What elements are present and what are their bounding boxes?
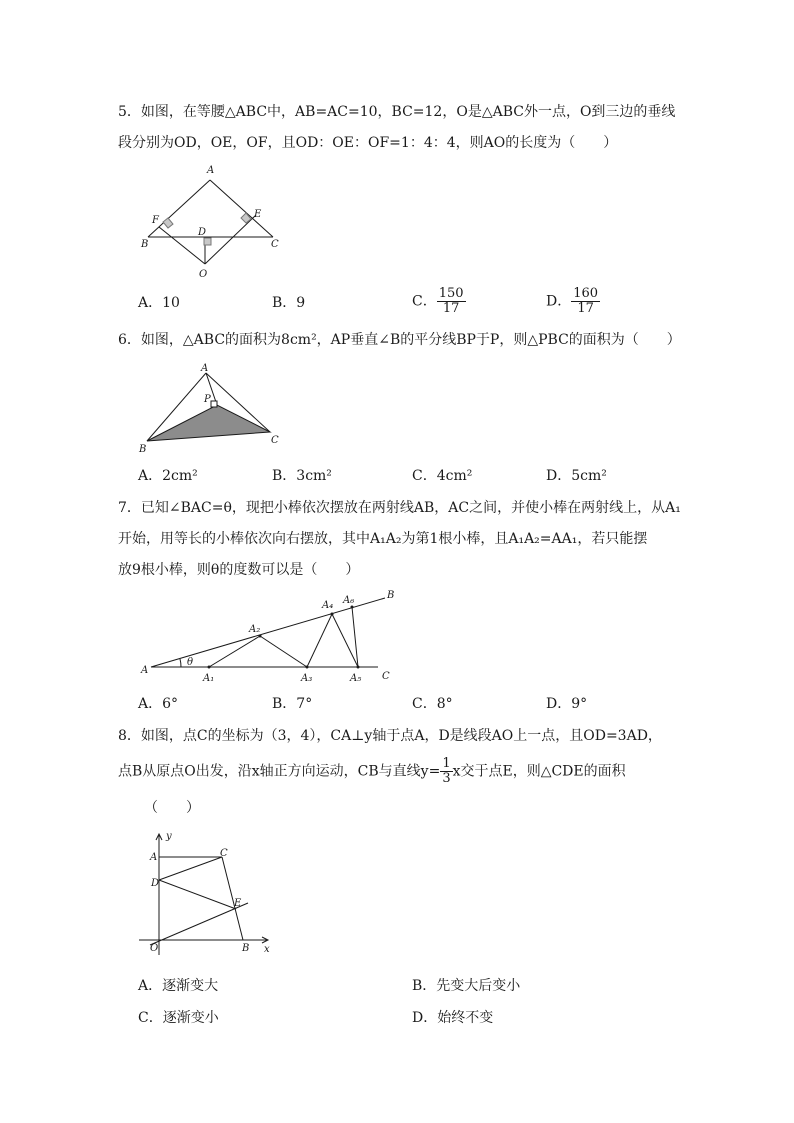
- q8-option-c[interactable]: C．逐渐变小: [138, 1010, 219, 1026]
- q6-label-p: P: [204, 394, 211, 405]
- q7-label-a3: A₃: [301, 673, 313, 684]
- q8-label-a: A: [150, 852, 158, 863]
- q8-text-line2-part2: x交于点E，则△CDE的面积: [452, 763, 626, 780]
- q6-option-d[interactable]: D．5cm²: [546, 468, 607, 484]
- q5-label-e: E: [254, 209, 262, 220]
- q5-text-line1: 5．如图，在等腰△ABC中，AB=AC=10，BC=12，O是△ABC外一点，O到三边的垂线: [118, 104, 676, 120]
- q7-text-line1: 7．已知∠BAC=θ，现把小棒依次摆放在两射线AB，AC之间，并使小棒在两射线上，从A₁: [118, 500, 681, 516]
- q7-option-c[interactable]: C．8°: [412, 696, 453, 712]
- q7-label-a4: A₄: [322, 600, 334, 611]
- q8-text-line2-part1: 点B从原点O出发，沿x轴正方向运动，CB与直线y=: [118, 763, 441, 780]
- q7-label-a: A: [141, 665, 149, 676]
- q8-label-c: C: [220, 848, 228, 859]
- q5-option-d-numerator: 160: [573, 286, 599, 301]
- q7-label-a6: A₆: [343, 595, 355, 606]
- q8-label-e: E: [234, 898, 242, 909]
- q5-option-c-numerator: 150: [438, 286, 464, 301]
- q5-option-d-denominator: 17: [577, 301, 594, 316]
- q5-option-c-prefix: C．: [412, 293, 437, 310]
- q5-option-b[interactable]: B．9: [272, 295, 306, 311]
- q7-option-b[interactable]: B．7°: [272, 696, 313, 712]
- q8-label-b: B: [242, 943, 250, 954]
- q7-label-b: B: [387, 590, 395, 601]
- q7-option-d[interactable]: D．9°: [546, 696, 588, 712]
- q8-label-o: O: [150, 943, 159, 954]
- q6-label-a: A: [201, 363, 209, 374]
- q8-axis-y-label: y: [166, 831, 172, 842]
- q5-label-f: F: [152, 215, 159, 226]
- q6-label-c: C: [271, 435, 279, 446]
- q5-option-c-denominator: 17: [442, 301, 460, 316]
- q7-label-a2: A₂: [249, 624, 261, 635]
- q7-label-theta: θ: [187, 657, 194, 668]
- q8-text-line1: 8．如图，点C的坐标为（3，4），CA⊥y轴于点A，D是线段AO上一点，且OD=3AD，: [118, 728, 662, 744]
- q6-option-b[interactable]: B．3cm²: [272, 468, 332, 484]
- q5-option-a[interactable]: A．10: [138, 295, 180, 311]
- q6-option-a[interactable]: A．2cm²: [138, 468, 198, 484]
- q8-axis-x-label: x: [264, 944, 270, 955]
- q6-label-b: B: [139, 444, 147, 455]
- q5-text-line2: 段分别为OD，OE，OF，且OD：OE：OF=1：4：4，则AO的长度为（ ）: [118, 135, 618, 151]
- q8-option-d[interactable]: D．始终不变: [412, 1010, 494, 1026]
- q7-label-a1: A₁: [203, 673, 215, 684]
- q5-label-d: D: [198, 227, 207, 238]
- q8-label-d: D: [151, 878, 160, 889]
- q7-text-line3: 放9根小棒，则θ的度数可以是（ ）: [118, 562, 360, 578]
- q7-text-line2: 开始，用等长的小棒依次向右摆放，其中A₁A₂为第1根小棒，且A₁A₂=AA₁，若只能摆: [118, 531, 648, 547]
- q8-text-line3: （ ）: [144, 800, 200, 816]
- q7-label-c: C: [382, 671, 390, 682]
- q8-option-b[interactable]: B．先变大后变小: [412, 978, 521, 994]
- q8-slope-denominator: 3: [442, 771, 451, 786]
- q8-slope-numerator: 1: [442, 756, 451, 771]
- q5-label-o: O: [199, 269, 208, 280]
- q6-option-c[interactable]: C．4cm²: [412, 468, 473, 484]
- q7-option-a[interactable]: A．6°: [138, 696, 179, 712]
- q5-option-d-prefix: D．: [546, 293, 572, 310]
- q7-label-a5: A₅: [350, 673, 362, 684]
- q8-option-a[interactable]: A．逐渐变大: [138, 978, 219, 994]
- q5-label-b: B: [141, 239, 149, 250]
- q5-label-a: A: [207, 165, 215, 176]
- q6-text-line1: 6．如图，△ABC的面积为8cm²，AP垂直∠B的平分线BP于P，则△PBC的面积为（ ）: [118, 332, 681, 348]
- q5-label-c: C: [271, 239, 279, 250]
